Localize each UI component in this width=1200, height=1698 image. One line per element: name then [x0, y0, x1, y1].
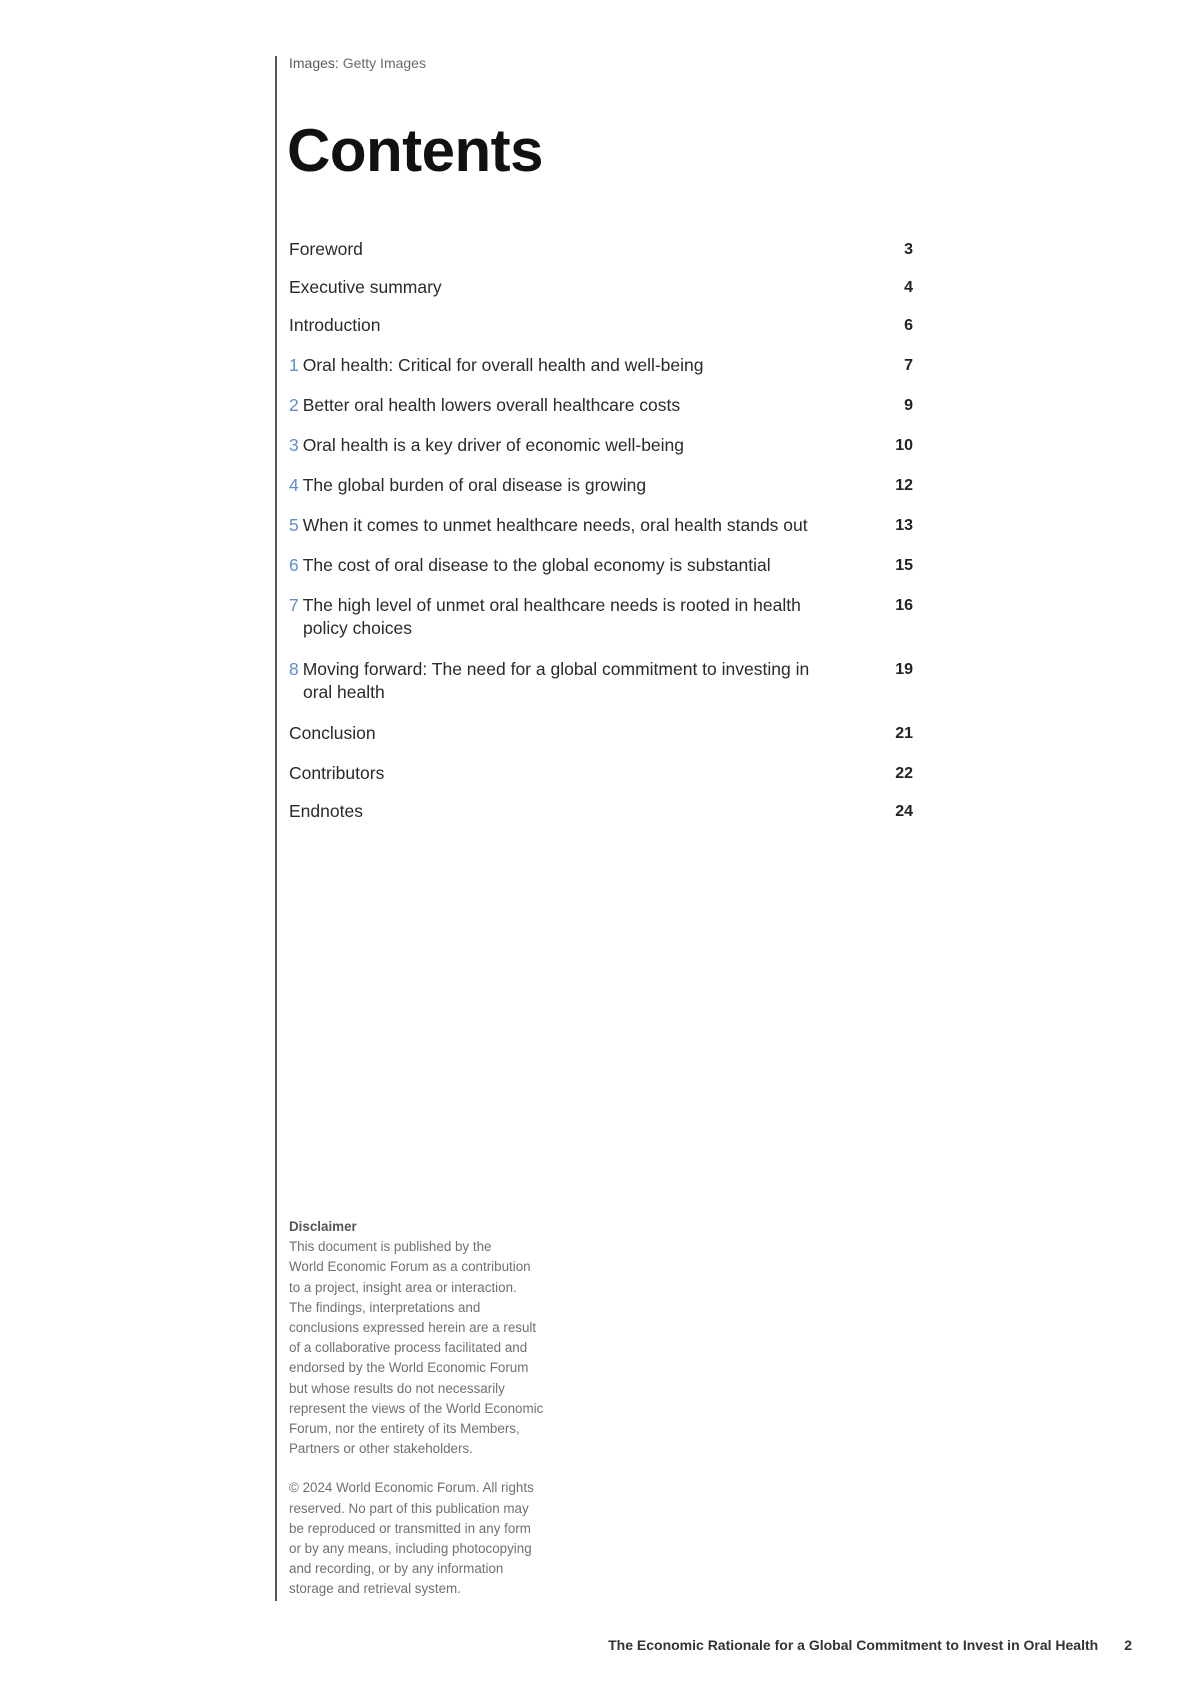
disclaimer-line: Forum, nor the entirety of its Members, [289, 1421, 520, 1437]
toc-entry-text: When it comes to unmet healthcare needs, oral health stands out [302, 515, 808, 535]
toc-entry-chapter-1[interactable] [289, 354, 913, 377]
disclaimer-line: of a collaborative process facilitated and [289, 1340, 528, 1356]
toc-entry-foreword[interactable] [289, 238, 913, 261]
toc-entry-endnotes[interactable] [289, 800, 913, 823]
toc-entry-page: 10 [895, 437, 913, 454]
toc-entry-text: Introduction [289, 315, 381, 335]
toc-entry-chapter-8[interactable] [289, 658, 913, 704]
toc-entry-page: 22 [895, 765, 913, 782]
toc-entry-chapter-6[interactable] [289, 554, 913, 577]
toc-entry-page: 4 [904, 279, 913, 296]
toc-entry-text: Executive summary [289, 277, 442, 297]
toc-entry-text: Moving forward: The need for a global commitment to investing in oral health [302, 659, 810, 702]
toc-entry-text: Endnotes [289, 801, 363, 821]
toc-entry-text: Contributors [289, 763, 385, 783]
toc-entry-number: 2 [289, 395, 299, 415]
toc-entry-text: The cost of oral disease to the global economy is substantial [302, 555, 771, 575]
toc-entry-page: 19 [895, 661, 913, 678]
disclaimer-line: but whose results do not necessarily [289, 1380, 505, 1396]
disclaimer-line: Partners or other stakeholders. [289, 1441, 473, 1457]
image-credit-label: Images: [289, 55, 339, 71]
toc-entry-number: 3 [289, 435, 299, 455]
toc-entry-introduction[interactable] [289, 314, 913, 337]
disclaimer-line: represent the views of the World Economic [289, 1400, 544, 1416]
toc-entry-text: Oral health: Critical for overall health and well-being [302, 355, 704, 375]
toc-entry-number: 8 [289, 659, 299, 679]
disclaimer-line: This document is published by the [289, 1239, 492, 1255]
footer-report-title: The Economic Rationale for a Global Commitment to Invest in Oral Health [608, 1637, 1099, 1653]
disclaimer-line: The findings, interpretations and [289, 1299, 481, 1315]
toc-entry-page: 21 [895, 725, 913, 742]
toc-entry-page: 3 [904, 241, 913, 258]
disclaimer-line: to a project, insight area or interaction. [289, 1279, 517, 1295]
copyright-line: or by any means, including photocopying [289, 1541, 532, 1557]
toc-entry-page: 6 [904, 317, 913, 334]
toc-entry-chapter-3[interactable] [289, 434, 913, 457]
left-vertical-rule [275, 56, 277, 1601]
toc-entry-text-wrap [289, 554, 829, 577]
disclaimer-line: World Economic Forum as a contribution [289, 1259, 531, 1275]
disclaimer-heading: Disclaimer [289, 1219, 357, 1234]
toc-entry-text: Conclusion [289, 723, 376, 743]
toc-entry-chapter-7[interactable] [289, 594, 913, 640]
disclaimer-line: conclusions expressed herein are a result [289, 1320, 537, 1336]
toc-entry-chapter-5[interactable] [289, 514, 913, 537]
disclaimer-line: endorsed by the World Economic Forum [289, 1360, 529, 1376]
toc-entry-text: Better oral health lowers overall healthcare costs [302, 395, 681, 415]
toc-entry-number: 4 [289, 475, 299, 495]
toc-entry-chapter-2[interactable] [289, 394, 913, 417]
toc-entry-text-wrap [289, 394, 829, 417]
toc-entry-text-wrap [289, 594, 829, 640]
image-credit-value: Getty Images [342, 55, 426, 71]
toc-entry-text-wrap [289, 474, 829, 497]
toc-entry-contributors[interactable] [289, 762, 913, 785]
toc-entry-page: 13 [895, 517, 913, 534]
toc-entry-page: 9 [904, 397, 913, 414]
copyright-line: reserved. No part of this publication may [289, 1500, 529, 1516]
toc-entry-executive-summary[interactable] [289, 276, 913, 299]
toc-entry-text: The global burden of oral disease is growing [302, 475, 647, 495]
toc-entry-chapter-4[interactable] [289, 474, 913, 497]
toc-entry-number: 1 [289, 355, 299, 375]
toc-entry-text: The high level of unmet oral healthcare needs is rooted in health policy choices [302, 595, 801, 638]
disclaimer-block [289, 1217, 579, 1600]
toc-entry-number: 7 [289, 595, 299, 615]
image-credit [289, 55, 426, 71]
toc-entry-page: 15 [895, 557, 913, 574]
copyright-line: be reproduced or transmitted in any form [289, 1520, 531, 1536]
toc-entry-page: 12 [895, 477, 913, 494]
copyright-line: © 2024 World Economic Forum. All rights [289, 1480, 534, 1496]
toc-entry-text: Oral health is a key driver of economic well-being [302, 435, 685, 455]
copyright-line: storage and retrieval system. [289, 1581, 461, 1597]
disclaimer-spacer [289, 1459, 579, 1478]
toc-entry-text-wrap [289, 354, 829, 377]
toc-entry-text-wrap [289, 658, 829, 704]
footer-page-number: 2 [1124, 1637, 1132, 1653]
page-footer [608, 1637, 1132, 1653]
page-title: Contents [287, 117, 543, 184]
toc-entry-number: 6 [289, 555, 299, 575]
toc-entry-page: 7 [904, 357, 913, 374]
toc-entry-page: 16 [895, 597, 913, 614]
toc-entry-text-wrap [289, 514, 829, 537]
copyright-line: and recording, or by any information [289, 1561, 504, 1577]
toc-entry-conclusion[interactable] [289, 722, 913, 745]
toc-entry-page: 24 [895, 803, 913, 820]
toc-entry-text: Foreword [289, 239, 363, 259]
toc-entry-text-wrap [289, 434, 829, 457]
toc-entry-number: 5 [289, 515, 299, 535]
